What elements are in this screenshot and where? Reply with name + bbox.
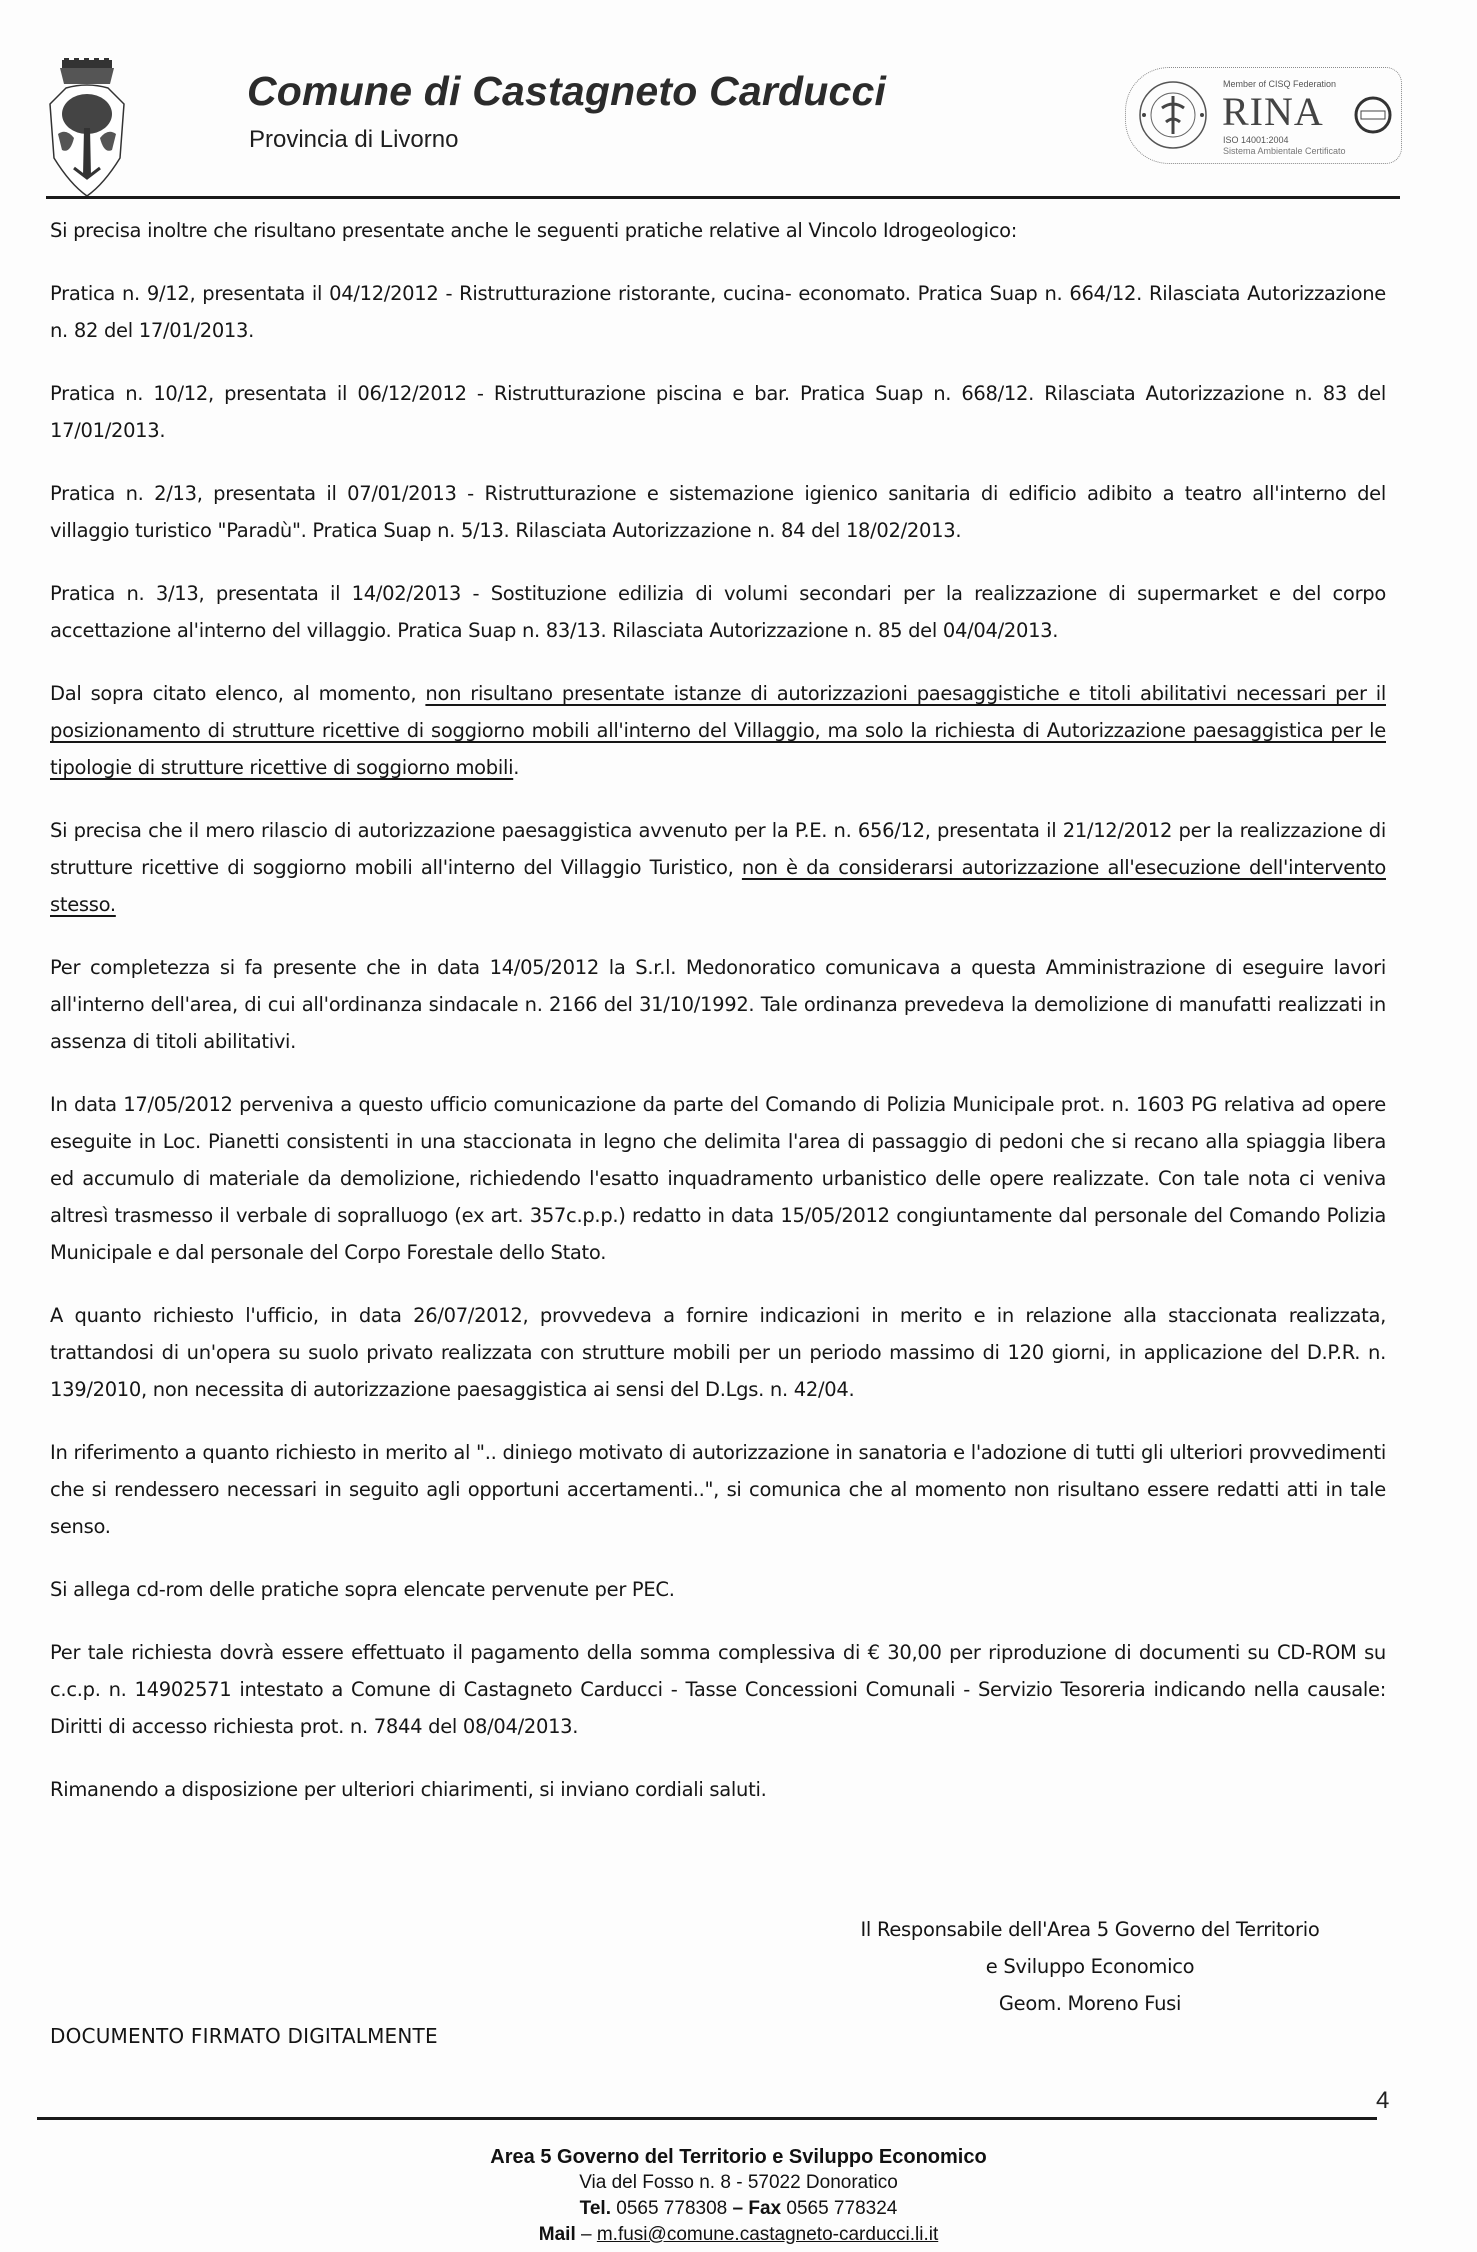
ufficio-paragraph: A quanto richiesto l'ufficio, in data 26/07/2012, provvedeva a fornire indicazioni in merito e in relazione alla staccionata realizzata, trattandosi di un'opera su suolo privato realizzata con strutture mobili per un periodo massimo di 120 giorni, in applicazione del D.P.R. n. 139/2010, non necessita di autorizzazione paesaggistica ai sensi del D.Lgs. n. 42/04.	[50, 1304, 1386, 1401]
footer-mail	[0, 2222, 1477, 2248]
pratica-item: Pratica n. 3/13, presentata il 14/02/2013 - Sostituzione edilizia di volumi secondari per la realizzazione di supermarket e del corpo accettazione al'interno del villaggio. Pratica Suap n. 83/13. Rilasciata Autorizzazione n. 85 del 04/04/2013.	[50, 582, 1386, 642]
municipality-title: Comune di Castagneto Carducci	[247, 68, 887, 114]
completezza-paragraph: Per completezza si fa presente che in data 14/05/2012 la S.r.l. Medonoratico comunicava a questa Amministrazione di eseguire lavori all'interno dell'area, di cui all'ordinanza sindacale n. 2166 del 31/10/1992. Tale ordinanza prevedeva la demolizione di manufatti realizzati in assenza di titoli abilitativi.	[50, 956, 1386, 1053]
signature-role: Il Responsabile dell'Area 5 Governo del Territorio	[860, 1918, 1320, 1941]
fax-label: Fax	[748, 2198, 782, 2219]
footer-office: Area 5 Governo del Territorio e Sviluppo Economico	[490, 2146, 987, 2168]
fax-number: 0565 778324	[786, 2198, 898, 2219]
diniego-paragraph: In riferimento a quanto richiesto in merito al ".. diniego motivato di autorizzazione in sanatoria e l'adozione di tutti gli ulteriori provvedimenti che si rendessero necessari in seguito agli opportuni accertamenti..", si comunica che al momento non risultano essere redatti atti in tale senso.	[50, 1441, 1386, 1538]
letter-body	[50, 212, 1386, 1808]
page-number: 4	[1376, 2087, 1390, 2114]
elenco-end: .	[513, 756, 520, 779]
tel-number: 0565 778308	[616, 2198, 728, 2219]
rina-certification-logo	[1125, 67, 1402, 164]
pratica-item: Pratica n. 9/12, presentata il 04/12/2012 - Ristrutturazione ristorante, cucina- economato. Pratica Suap n. 664/12. Rilasciata Autorizzazione n. 82 del 17/01/2013.	[50, 282, 1386, 342]
signature-name: Geom. Moreno Fusi	[998, 1992, 1182, 2015]
signature-department: e Sviluppo Economico	[985, 1955, 1195, 1978]
tel-label: Tel.	[579, 2198, 611, 2219]
elenco-underlined-text: non risultano presentate istanze di autorizzazioni paesaggistiche e titoli abilitativi necessari per il posizionamento di strutture ricettive di soggiorno mobili all'interno del Villaggio, ma solo la richiesta di Autorizzazione paesaggistica per le tipologie di strutture ricettive di soggiorno mobili	[50, 682, 1386, 779]
elenco-text: Dal sopra citato elenco, al momento,	[50, 682, 426, 705]
province-subtitle: Provincia di Livorno	[249, 126, 459, 153]
iqnet-badge-icon	[1354, 96, 1392, 134]
footer-phone-fax	[0, 2196, 1477, 2222]
elenco-paragraph	[50, 675, 1386, 786]
rina-wordmark: RINA	[1222, 89, 1324, 134]
cisq-member-text: Member of CISQ Federation	[1223, 79, 1337, 89]
footer-address: Via del Fosso n. 8 - 57022 Donoratico	[579, 2172, 898, 2193]
footer-contacts	[0, 2144, 1477, 2248]
separator: –	[581, 2224, 592, 2245]
header-divider	[46, 196, 1400, 199]
rilascio-paragraph	[50, 812, 1386, 923]
signature-block	[790, 1911, 1390, 2022]
polizia-paragraph: In data 17/05/2012 perveniva a questo ufficio comunicazione da parte del Comando di Polizia Municipale prot. n. 1603 PG relativa ad opere eseguite in Loc. Pianetti consistenti in una staccionata in legno che delimita l'area di passaggio di pedoni che si recano alla spiaggia libera ed accumulo di materiale da demolizione, richiedendo l'esatto inquadramento urbanistico delle opere realizzate. Con tale nota ci veniva altresì trasmesso il verbale di sopralluogo (ex art. 357c.p.p.) redatto in data 15/05/2012 congiuntamente dal personale del Comando Polizia Municipale e dal personale del Corpo Forestale dello Stato.	[50, 1093, 1386, 1264]
digital-signature-stamp: DOCUMENTO FIRMATO DIGITALMENTE	[50, 2024, 438, 2048]
iso-standard-text: ISO 14001:2004	[1223, 135, 1289, 145]
email-link[interactable]: m.fusi@comune.castagneto-carducci.li.it	[596, 2224, 939, 2245]
intro-paragraph: Si precisa inoltre che risultano presentate anche le seguenti pratiche relative al Vincolo Idrogeologico:	[50, 219, 1018, 242]
coat-of-arms-icon	[44, 58, 130, 198]
pagamento-paragraph: Per tale richiesta dovrà essere effettuato il pagamento della somma complessiva di € 30,00 per riproduzione di documenti su CD-ROM su c.c.p. n. 14902571 intestato a Comune di Castagneto Carducci - Tasse Concessioni Comunali - Servizio Tesoreria indicando nella causale: Diritti di accesso richiesta prot. n. 7844 del 08/04/2013.	[50, 1641, 1386, 1738]
certified-system-text: Sistema Ambientale Certificato	[1223, 146, 1346, 156]
rilascio-underlined-text: non è da considerarsi autorizzazione all'esecuzione dell'intervento stesso.	[50, 856, 1386, 916]
separator: –	[732, 2198, 744, 2219]
pratica-item: Pratica n. 10/12, presentata il 06/12/2012 - Ristrutturazione piscina e bar. Pratica Suap n. 668/12. Rilasciata Autorizzazione n. 83 del 17/01/2013.	[50, 382, 1386, 442]
allega-paragraph: Si allega cd-rom delle pratiche sopra elencate pervenute per PEC.	[50, 1578, 675, 1601]
pratica-item: Pratica n. 2/13, presentata il 07/01/2013 - Ristrutturazione e sistemazione igienico sanitaria di edificio adibito a teatro all'interno del villaggio turistico "Paradù". Pratica Suap n. 5/13. Rilasciata Autorizzazione n. 84 del 18/02/2013.	[50, 482, 1386, 542]
mail-label: Mail	[538, 2224, 576, 2245]
rilascio-text: Si precisa che il mero rilascio di autorizzazione paesaggistica avvenuto per la P.E. n. 656/12, presentata il 21/12/2012 per la realizzazione di strutture ricettive di soggiorno mobili all'interno del Villaggio Turistico,	[50, 819, 1386, 879]
rina-seal-icon	[1138, 80, 1208, 150]
footer-divider	[37, 2117, 1377, 2120]
saluti-paragraph: Rimanendo a disposizione per ulteriori chiarimenti, si inviano cordiali saluti.	[50, 1778, 767, 1801]
